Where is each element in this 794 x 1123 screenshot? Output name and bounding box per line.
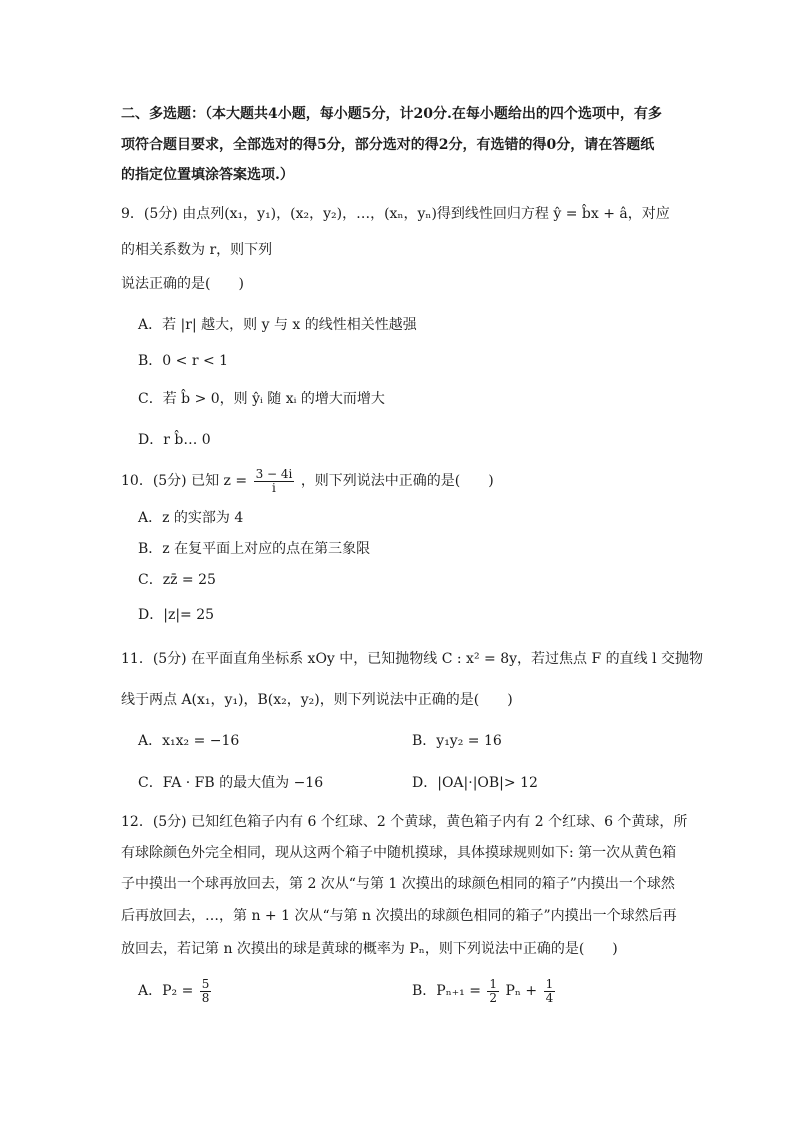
q9-option-b: B．0 < r < 1 xyxy=(138,353,229,369)
q12-option-b-num-1: 1 xyxy=(489,976,498,991)
q10-frac-den: i xyxy=(272,480,276,495)
q10-fraction xyxy=(254,468,295,495)
q9-option-c: C．若 b̂ > 0，则 ŷᵢ 随 xᵢ 的增大而增大 xyxy=(138,391,385,407)
section-heading-line-3: 的指定位置填涂答案选项.） xyxy=(121,167,294,183)
q10-option-a: A．z 的实部为 4 xyxy=(138,510,244,526)
q12-option-a-prefix: A．P₂ = xyxy=(138,983,194,999)
q12-option-b-mid: Pₙ + xyxy=(505,983,538,999)
q12-stem-line-2: 有球除颜色外完全相同，现从这两个箱子中随机摸球，具体摸球规则如下: 第一次从黄色箱 xyxy=(121,845,677,861)
q12-stem-line-3: 子中摸出一个球再放回去，第 2 次从“与第 1 次摸出的球颜色相同的箱子”内摸出一个球然 xyxy=(121,876,675,892)
q10-stem xyxy=(121,466,494,496)
q11-option-d: D．|OA|·|OB|> 12 xyxy=(412,775,538,791)
q10-frac-num: 3 − 4i xyxy=(255,466,293,481)
q10-option-d: D．|z|= 25 xyxy=(138,607,215,623)
q11-option-b: B．y₁y₂ = 16 xyxy=(412,733,502,749)
q9-stem-line-3: 说法正确的是( ) xyxy=(121,276,244,292)
q12-stem-line-5: 放回去，若记第 n 次摸出的球是黄球的概率为 Pₙ，则下列说法中正确的是( ) xyxy=(121,941,618,957)
q12-option-b-fraction-2 xyxy=(544,978,556,1005)
q12-stem-line-4: 后再放回去，…，第 n + 1 次从“与第 n 次摸出的球颜色相同的箱子”内摸出一个球然后再 xyxy=(121,908,677,924)
q12-option-b-fraction-1 xyxy=(487,978,499,1005)
q9-option-a: A．若 |r| 越大，则 y 与 x 的线性相关性越强 xyxy=(138,317,417,333)
section-heading-line-1: 二、多选题：（本大题共4小题，每小题5分，计20分.在每小题给出的四个选项中，有多 xyxy=(121,106,662,122)
q12-option-a-fraction xyxy=(200,978,212,1005)
q12-stem-line-1: 12．(5分) 已知红色箱子内有 6 个红球、2 个黄球，黄色箱子内有 2 个红球、6 个黄球，所 xyxy=(121,814,688,830)
q12-option-b-prefix: B．Pₙ₊₁ = xyxy=(412,983,481,999)
q9-option-d: D．r b̂… 0 xyxy=(138,432,211,448)
q12-option-a xyxy=(138,976,213,1006)
q12-option-b-den-2: 4 xyxy=(545,990,554,1005)
q12-option-a-num: 5 xyxy=(201,976,210,991)
q9-stem-line-1: 9．(5分) 由点列(x₁，y₁)，(x₂，y₂)，…，(xₙ，yₙ)得到线性回归方程 ŷ = b̂x + â，对应 xyxy=(121,206,670,222)
q10-option-c: C．zz̄ = 25 xyxy=(138,572,216,588)
q11-stem-line-1: 11．(5分) 在平面直角坐标系 xOy 中，已知抛物线 C : x² = 8y，若过焦点 F 的直线 l 交抛物 xyxy=(121,651,704,667)
q11-stem-line-2: 线于两点 A(x₁，y₁)，B(x₂，y₂)，则下列说法中正确的是( ) xyxy=(121,692,513,708)
q12-option-b-num-2: 1 xyxy=(545,976,554,991)
q12-option-b-den-1: 2 xyxy=(489,990,498,1005)
q10-option-b: B．z 在复平面上对应的点在第三象限 xyxy=(138,541,371,557)
q10-prefix: 10．(5分) 已知 z = xyxy=(121,473,248,489)
q11-option-a: A．x₁x₂ = −16 xyxy=(138,733,240,749)
q11-option-c: C．FA · FB 的最大值为 −16 xyxy=(138,775,324,791)
q12-option-b xyxy=(412,976,557,1006)
q12-option-a-den: 8 xyxy=(201,990,210,1005)
section-heading-line-2: 项符合题目要求，全部选对的得5分，部分选对的得2分，有选错的得0分，请在答题纸 xyxy=(121,137,655,153)
q10-suffix: ，则下列说法中正确的是( ) xyxy=(300,473,494,489)
q9-stem-line-2: 的相关系数为 r，则下列 xyxy=(121,242,273,258)
